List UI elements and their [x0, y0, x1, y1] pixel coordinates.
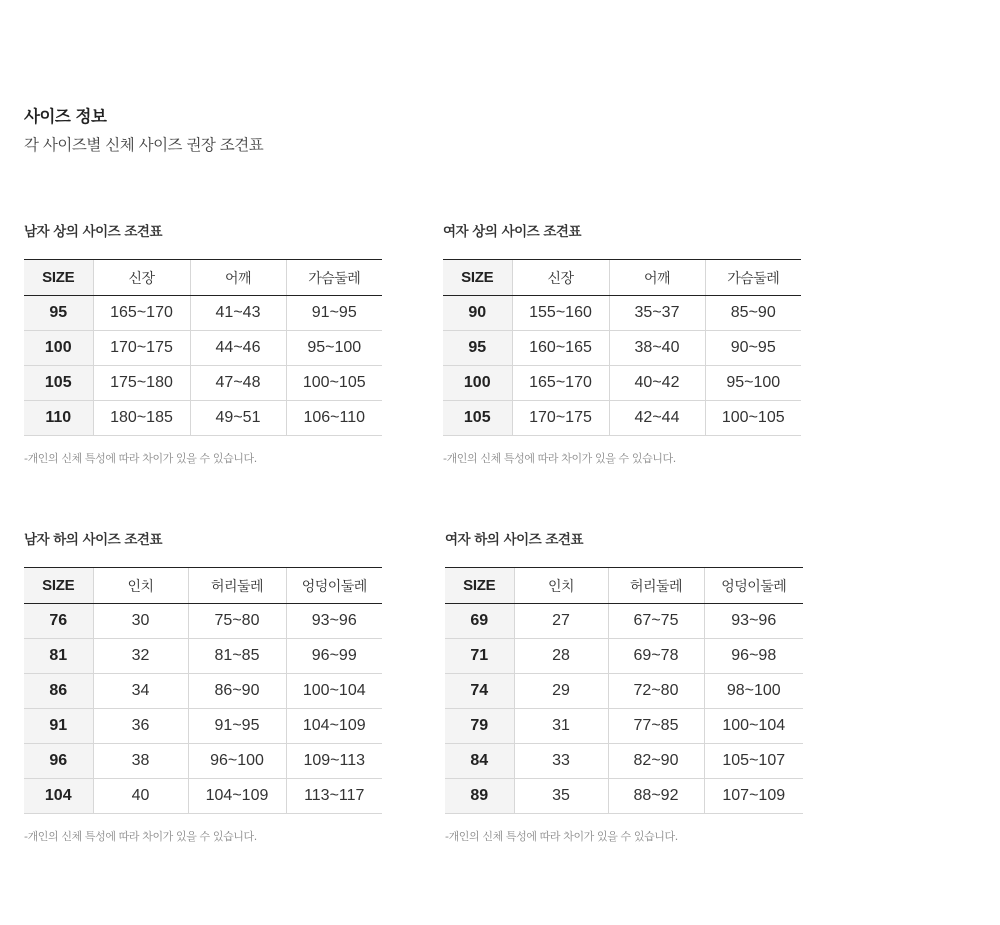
table-cell: 32: [93, 639, 188, 674]
size-cell: 104: [24, 779, 93, 814]
size-cell: 100: [443, 366, 512, 401]
table-row: [445, 779, 803, 814]
size-cell: 100: [24, 331, 93, 366]
table-cell: 105~107: [704, 744, 803, 779]
men-bottom-size-section: [24, 530, 382, 844]
table-row: [445, 604, 803, 639]
table-row: [24, 296, 382, 331]
table-cell: 38~40: [609, 331, 705, 366]
table-cell: 113~117: [286, 779, 382, 814]
table-cell: 33: [514, 744, 608, 779]
table-cell: 104~109: [188, 779, 286, 814]
table-cell: 106~110: [286, 401, 382, 436]
table-cell: 165~170: [512, 366, 609, 401]
column-header: 가슴둘레: [286, 260, 382, 296]
table-cell: 36: [93, 709, 188, 744]
table-row: [24, 639, 382, 674]
size-cell: 96: [24, 744, 93, 779]
table-cell: 35: [514, 779, 608, 814]
women-bottom-size-section: [445, 530, 803, 844]
table-cell: 69~78: [608, 639, 704, 674]
column-header: 허리둘레: [188, 568, 286, 604]
table-cell: 96~98: [704, 639, 803, 674]
column-header: SIZE: [443, 260, 512, 296]
table-cell: 175~180: [93, 366, 190, 401]
column-header: 인치: [514, 568, 608, 604]
table-cell: 95~100: [286, 331, 382, 366]
table-row: [443, 401, 801, 436]
table-cell: 170~175: [512, 401, 609, 436]
table-cell: 40~42: [609, 366, 705, 401]
table-row: [443, 296, 801, 331]
table-cell: 47~48: [190, 366, 286, 401]
size-cell: 95: [443, 331, 512, 366]
table-cell: 35~37: [609, 296, 705, 331]
size-cell: 90: [443, 296, 512, 331]
table-cell: 81~85: [188, 639, 286, 674]
table-cell: 38: [93, 744, 188, 779]
table-row: [445, 639, 803, 674]
table-row: [24, 401, 382, 436]
table-cell: 82~90: [608, 744, 704, 779]
table-row: [443, 366, 801, 401]
table-cell: 27: [514, 604, 608, 639]
women-top-table-title: 여자 상의 사이즈 조견표: [443, 224, 582, 240]
column-header: 엉덩이둘레: [286, 568, 382, 604]
table-cell: 31: [514, 709, 608, 744]
table-header-row: [443, 260, 801, 296]
table-cell: 75~80: [188, 604, 286, 639]
women-top-size-table: [443, 259, 801, 436]
table-cell: 180~185: [93, 401, 190, 436]
table-cell: 100~104: [704, 709, 803, 744]
table-cell: 100~105: [286, 366, 382, 401]
table-cell: 41~43: [190, 296, 286, 331]
table-row: [24, 604, 382, 639]
table-cell: 72~80: [608, 674, 704, 709]
table-cell: 100~105: [705, 401, 801, 436]
table-row: [445, 744, 803, 779]
table-row: [24, 331, 382, 366]
table-row: [24, 744, 382, 779]
column-header: 엉덩이둘레: [704, 568, 803, 604]
column-header: 인치: [93, 568, 188, 604]
column-header: SIZE: [24, 260, 93, 296]
size-cell: 110: [24, 401, 93, 436]
table-cell: 42~44: [609, 401, 705, 436]
men-bottom-size-table: [24, 567, 382, 814]
page-title: 사이즈 정보: [24, 107, 107, 126]
table-cell: 44~46: [190, 331, 286, 366]
table-cell: 29: [514, 674, 608, 709]
men-top-table-title: 남자 상의 사이즈 조견표: [24, 224, 163, 240]
table-cell: 91~95: [188, 709, 286, 744]
table-cell: 96~100: [188, 744, 286, 779]
table-cell: 96~99: [286, 639, 382, 674]
table-header-row: [24, 568, 382, 604]
table-cell: 100~104: [286, 674, 382, 709]
size-cell: 84: [445, 744, 514, 779]
page-subtitle: 각 사이즈별 신체 사이즈 권장 조견표: [24, 136, 264, 154]
size-cell: 89: [445, 779, 514, 814]
men-top-size-table: [24, 259, 382, 436]
table-row: [24, 674, 382, 709]
table-cell: 30: [93, 604, 188, 639]
table-cell: 155~160: [512, 296, 609, 331]
table-cell: 77~85: [608, 709, 704, 744]
table-row: [445, 674, 803, 709]
size-cell: 81: [24, 639, 93, 674]
table-cell: 90~95: [705, 331, 801, 366]
table-cell: 85~90: [705, 296, 801, 331]
men-bottom-table-title: 남자 하의 사이즈 조견표: [24, 532, 163, 548]
table-cell: 160~165: [512, 331, 609, 366]
column-header: 어깨: [609, 260, 705, 296]
size-cell: 91: [24, 709, 93, 744]
table-cell: 93~96: [704, 604, 803, 639]
column-header: 신장: [93, 260, 190, 296]
table-cell: 91~95: [286, 296, 382, 331]
size-disclaimer-note: -개인의 신체 특성에 따라 차이가 있을 수 있습니다.: [24, 452, 257, 465]
column-header: 가슴둘레: [705, 260, 801, 296]
table-cell: 109~113: [286, 744, 382, 779]
women-bottom-table-title: 여자 하의 사이즈 조견표: [445, 532, 584, 548]
table-cell: 28: [514, 639, 608, 674]
size-cell: 76: [24, 604, 93, 639]
column-header: SIZE: [445, 568, 514, 604]
table-header-row: [24, 260, 382, 296]
table-cell: 40: [93, 779, 188, 814]
table-header-row: [445, 568, 803, 604]
size-cell: 71: [445, 639, 514, 674]
table-row: [24, 709, 382, 744]
size-cell: 105: [443, 401, 512, 436]
table-cell: 49~51: [190, 401, 286, 436]
size-disclaimer-note: -개인의 신체 특성에 따라 차이가 있을 수 있습니다.: [445, 830, 678, 843]
table-row: [24, 366, 382, 401]
table-row: [443, 331, 801, 366]
table-cell: 104~109: [286, 709, 382, 744]
size-disclaimer-note: -개인의 신체 특성에 따라 차이가 있을 수 있습니다.: [24, 830, 257, 843]
table-cell: 95~100: [705, 366, 801, 401]
table-cell: 34: [93, 674, 188, 709]
column-header: 신장: [512, 260, 609, 296]
women-top-size-section: [443, 222, 801, 466]
table-cell: 88~92: [608, 779, 704, 814]
table-cell: 98~100: [704, 674, 803, 709]
size-cell: 105: [24, 366, 93, 401]
size-cell: 79: [445, 709, 514, 744]
table-cell: 67~75: [608, 604, 704, 639]
size-disclaimer-note: -개인의 신체 특성에 따라 차이가 있을 수 있습니다.: [443, 452, 676, 465]
table-cell: 170~175: [93, 331, 190, 366]
table-cell: 107~109: [704, 779, 803, 814]
size-cell: 95: [24, 296, 93, 331]
size-cell: 86: [24, 674, 93, 709]
column-header: SIZE: [24, 568, 93, 604]
table-cell: 93~96: [286, 604, 382, 639]
size-cell: 74: [445, 674, 514, 709]
column-header: 허리둘레: [608, 568, 704, 604]
column-header: 어깨: [190, 260, 286, 296]
table-row: [445, 709, 803, 744]
size-cell: 69: [445, 604, 514, 639]
table-cell: 86~90: [188, 674, 286, 709]
table-row: [24, 779, 382, 814]
table-cell: 165~170: [93, 296, 190, 331]
women-bottom-size-table: [445, 567, 803, 814]
men-top-size-section: [24, 222, 382, 466]
